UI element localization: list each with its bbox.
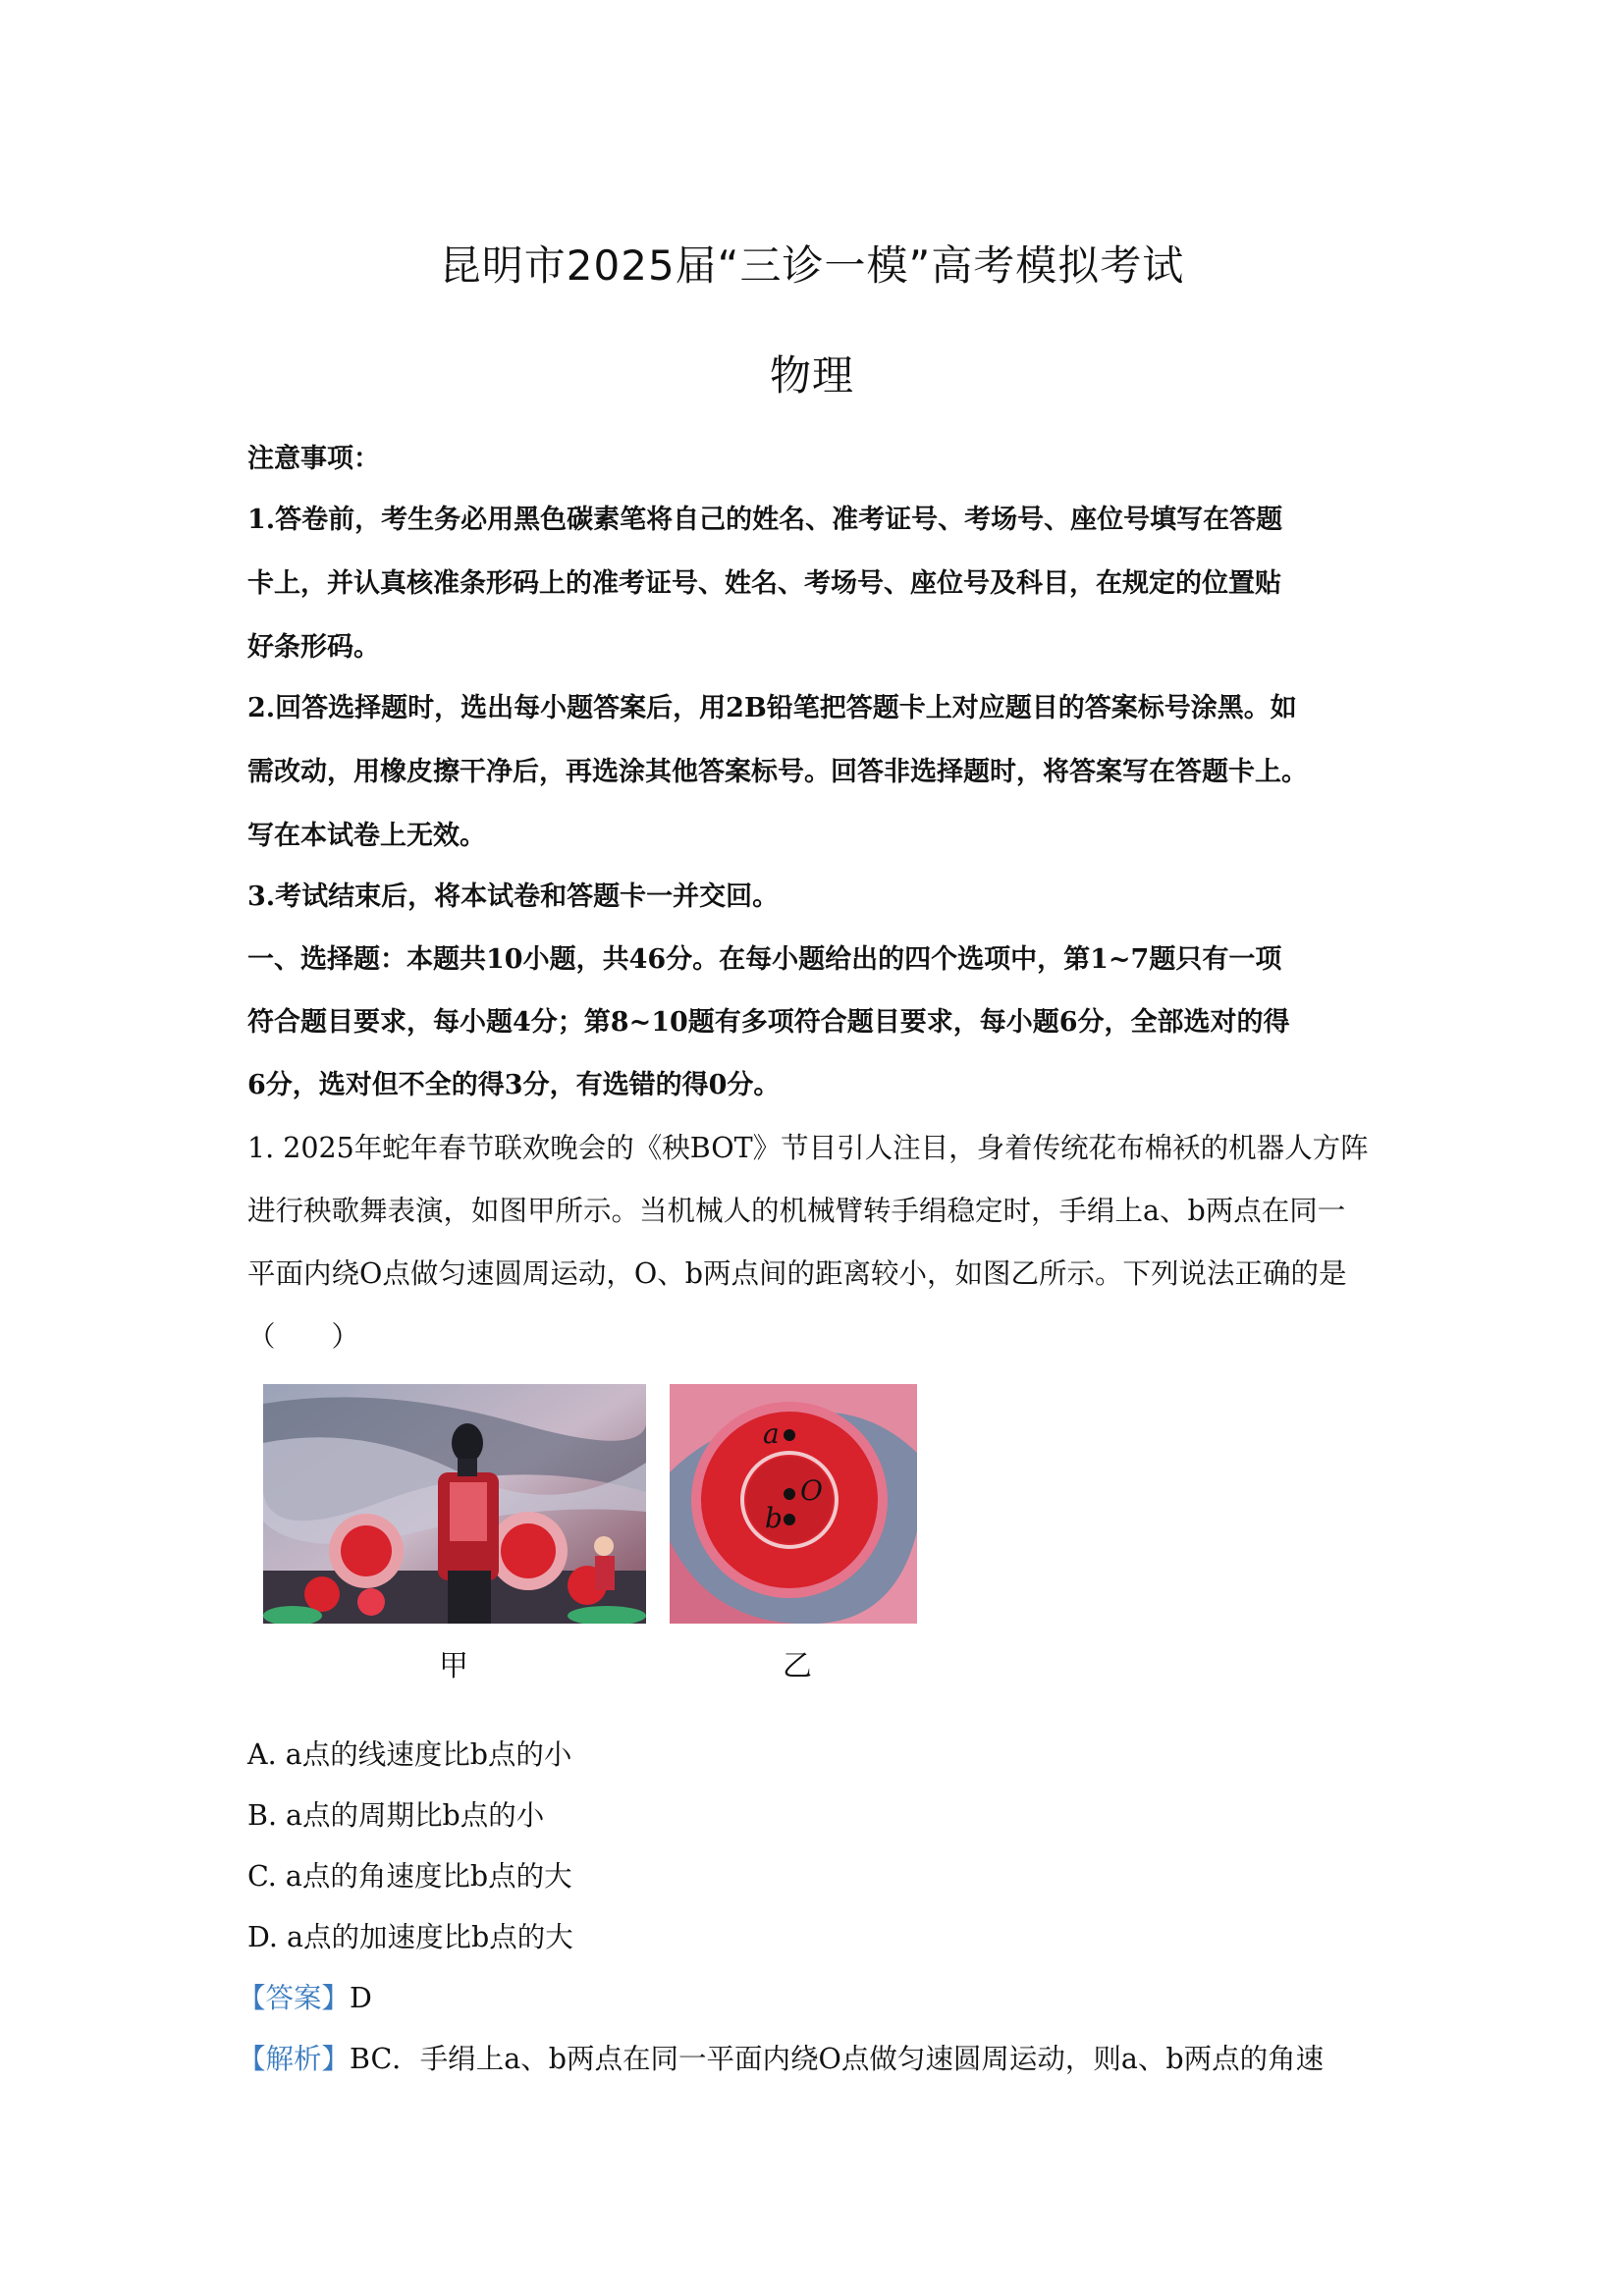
figure-yi-photo	[670, 1384, 917, 1624]
figure-jia-photo	[263, 1384, 646, 1624]
question-text: 1. 2025年蛇年春节联欢晚会的《秧BOT》节目引人注目，身着传统花布棉袄的机器人方阵	[247, 1132, 1369, 1164]
section-line: 6分，选对但不全的得3分，有选错的得0分。	[247, 1070, 781, 1100]
answer-tag: 【答案】	[238, 1982, 351, 2014]
answer-value: D	[350, 1982, 372, 2014]
exam-title: 昆明市2025届“三诊一模”高考模拟考试	[439, 241, 1185, 290]
option-a: A. a点的线速度比b点的小	[247, 1738, 572, 1771]
notice-line: 2.回答选择题时，选出每小题答案后，用2B铅笔把答题卡上对应题目的答案标号涂黑。如	[247, 693, 1297, 723]
question-text: 进行秧歌舞表演，如图甲所示。当机械人的机械臂转手绢稳定时，手绢上a、b两点在同一	[247, 1195, 1346, 1227]
answer-line	[238, 1979, 1377, 2018]
notice-line: 1.答卷前，考生务必用黑色碳素笔将自己的姓名、准考证号、考场号、座位号填写在答题	[247, 505, 1283, 535]
notice-line: 卡上，并认真核准条形码上的准考证号、姓名、考场号、座位号及科目，在规定的位置贴	[247, 568, 1281, 599]
question-text: 平面内绕O点做匀速圆周运动，O、b两点间的距离较小，如图乙所示。下列说法正确的是	[247, 1257, 1347, 1290]
point-b	[784, 1514, 795, 1525]
section-line: 符合题目要求，每小题4分；第8~10题有多项符合题目要求，每小题6分，全部选对的得	[247, 1007, 1290, 1038]
figure-caption-jia: 甲	[439, 1649, 468, 1683]
point-o	[784, 1488, 795, 1500]
notice-line: 写在本试卷上无效。	[247, 821, 486, 851]
label-b: b	[765, 1502, 783, 1534]
analysis-text: BC．手绢上a、b两点在同一平面内绕O点做匀速圆周运动，则a、b两点的角速	[350, 2043, 1325, 2075]
notice-heading: 注意事项：	[247, 444, 380, 474]
point-a	[784, 1429, 795, 1441]
label-a: a	[763, 1417, 780, 1450]
notice-line: 需改动，用橡皮擦干净后，再选涂其他答案标号。回答非选择题时，将答案写在答题卡上。	[247, 757, 1308, 787]
figure-caption-yi: 乙	[783, 1649, 812, 1683]
label-o: O	[800, 1474, 823, 1507]
option-d: D. a点的加速度比b点的大	[247, 1921, 573, 1953]
analysis-tag: 【解析】	[238, 2043, 351, 2075]
notice-line: 好条形码。	[247, 632, 380, 663]
analysis-line	[238, 2040, 1377, 2079]
notice-line: 3.考试结束后，将本试卷和答题卡一并交回。	[247, 881, 780, 912]
question-text: （ ）	[247, 1320, 360, 1353]
option-c: C. a点的角速度比b点的大	[247, 1860, 572, 1893]
section-line: 一、选择题：本题共10小题，共46分。在每小题给出的四个选项中，第1~7题只有一项	[247, 944, 1282, 975]
subject-title: 物理	[769, 351, 854, 400]
option-b: B. a点的周期比b点的小	[247, 1799, 545, 1832]
